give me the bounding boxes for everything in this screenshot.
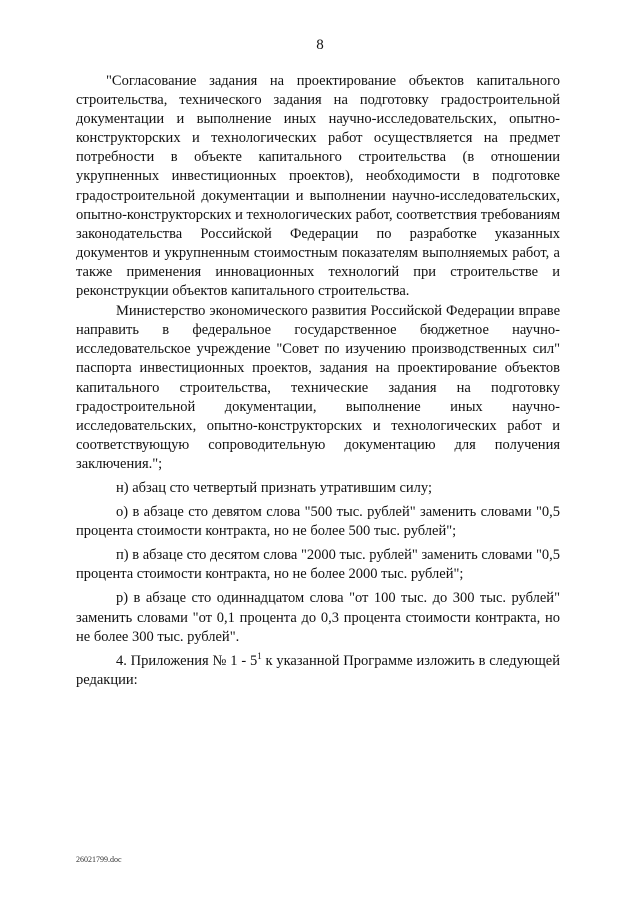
item-4-superscript: 1 — [257, 650, 262, 661]
paragraph-item-p: п) в абзаце сто десятом слова "2000 тыс. рублей" заменить словами "0,5 процента стоимости контракта, но не более 2000 тыс. рублей"; — [76, 547, 560, 583]
file-code-footer: 26021799.doc — [76, 855, 122, 864]
item-4-rest: к указанной Программе изложить в следующей редакции: — [76, 652, 560, 688]
paragraph-item-o: о) в абзаце сто девятом слова "500 тыс. рублей" заменить словами "0,5 процента стоимости контракта, но не более 500 тыс. рублей"; — [76, 504, 560, 540]
paragraph-item-n: н) абзац сто четвертый признать утратившим силу; — [116, 479, 432, 496]
paragraph-ministry-right: Министерство экономического развития Российской Федерации вправе направить в федеральное государственное бюджетное научно-исследовательское учреждение "Совет по изучению производственных сил" паспорта инвестиционных проектов, задания на проектирование объектов капитального строительства, технические задания на подготовку градостроительной документации, выполнение иных научно-исследовательских, опытно-конструкторских и технологических работ и соответствующую сопроводительную документацию для получения заключения."; — [76, 303, 560, 472]
paragraph-item-4 — [76, 652, 560, 691]
page-number: 8 — [316, 37, 324, 53]
item-4-lead: 4. Приложения № 1 - 5 — [116, 652, 258, 669]
paragraph-approval-quote: "Согласование задания на проектирование объектов капитального строительства, технического задания на подготовку градостроительной документации и выполнение иных научно-исследовательских, опытно-конструкторских и технологических работ осуществляется на предмет потребности в объекте капитального строительства (в отношении укрупненных инвестиционных проектов), необходимости в подготовке градостроительной документации и выполнении научно-исследовательских, опытно-конструкторских и технологических работ, соответствия требованиям законодательства Российской Федерации по разработке указанных документов и укрупненным стоимостным показателям выполняемых работ, а также применения инновационных технологий при строительстве и реконструкции объектов капитального строительства. — [76, 73, 560, 300]
document-body — [76, 72, 560, 691]
paragraph-item-r: р) в абзаце сто одиннадцатом слова "от 100 тыс. до 300 тыс. рублей" заменить словами "от 0,1 процента до 0,3 процента стоимости контракта, но не более 300 тыс. рублей". — [76, 590, 560, 645]
